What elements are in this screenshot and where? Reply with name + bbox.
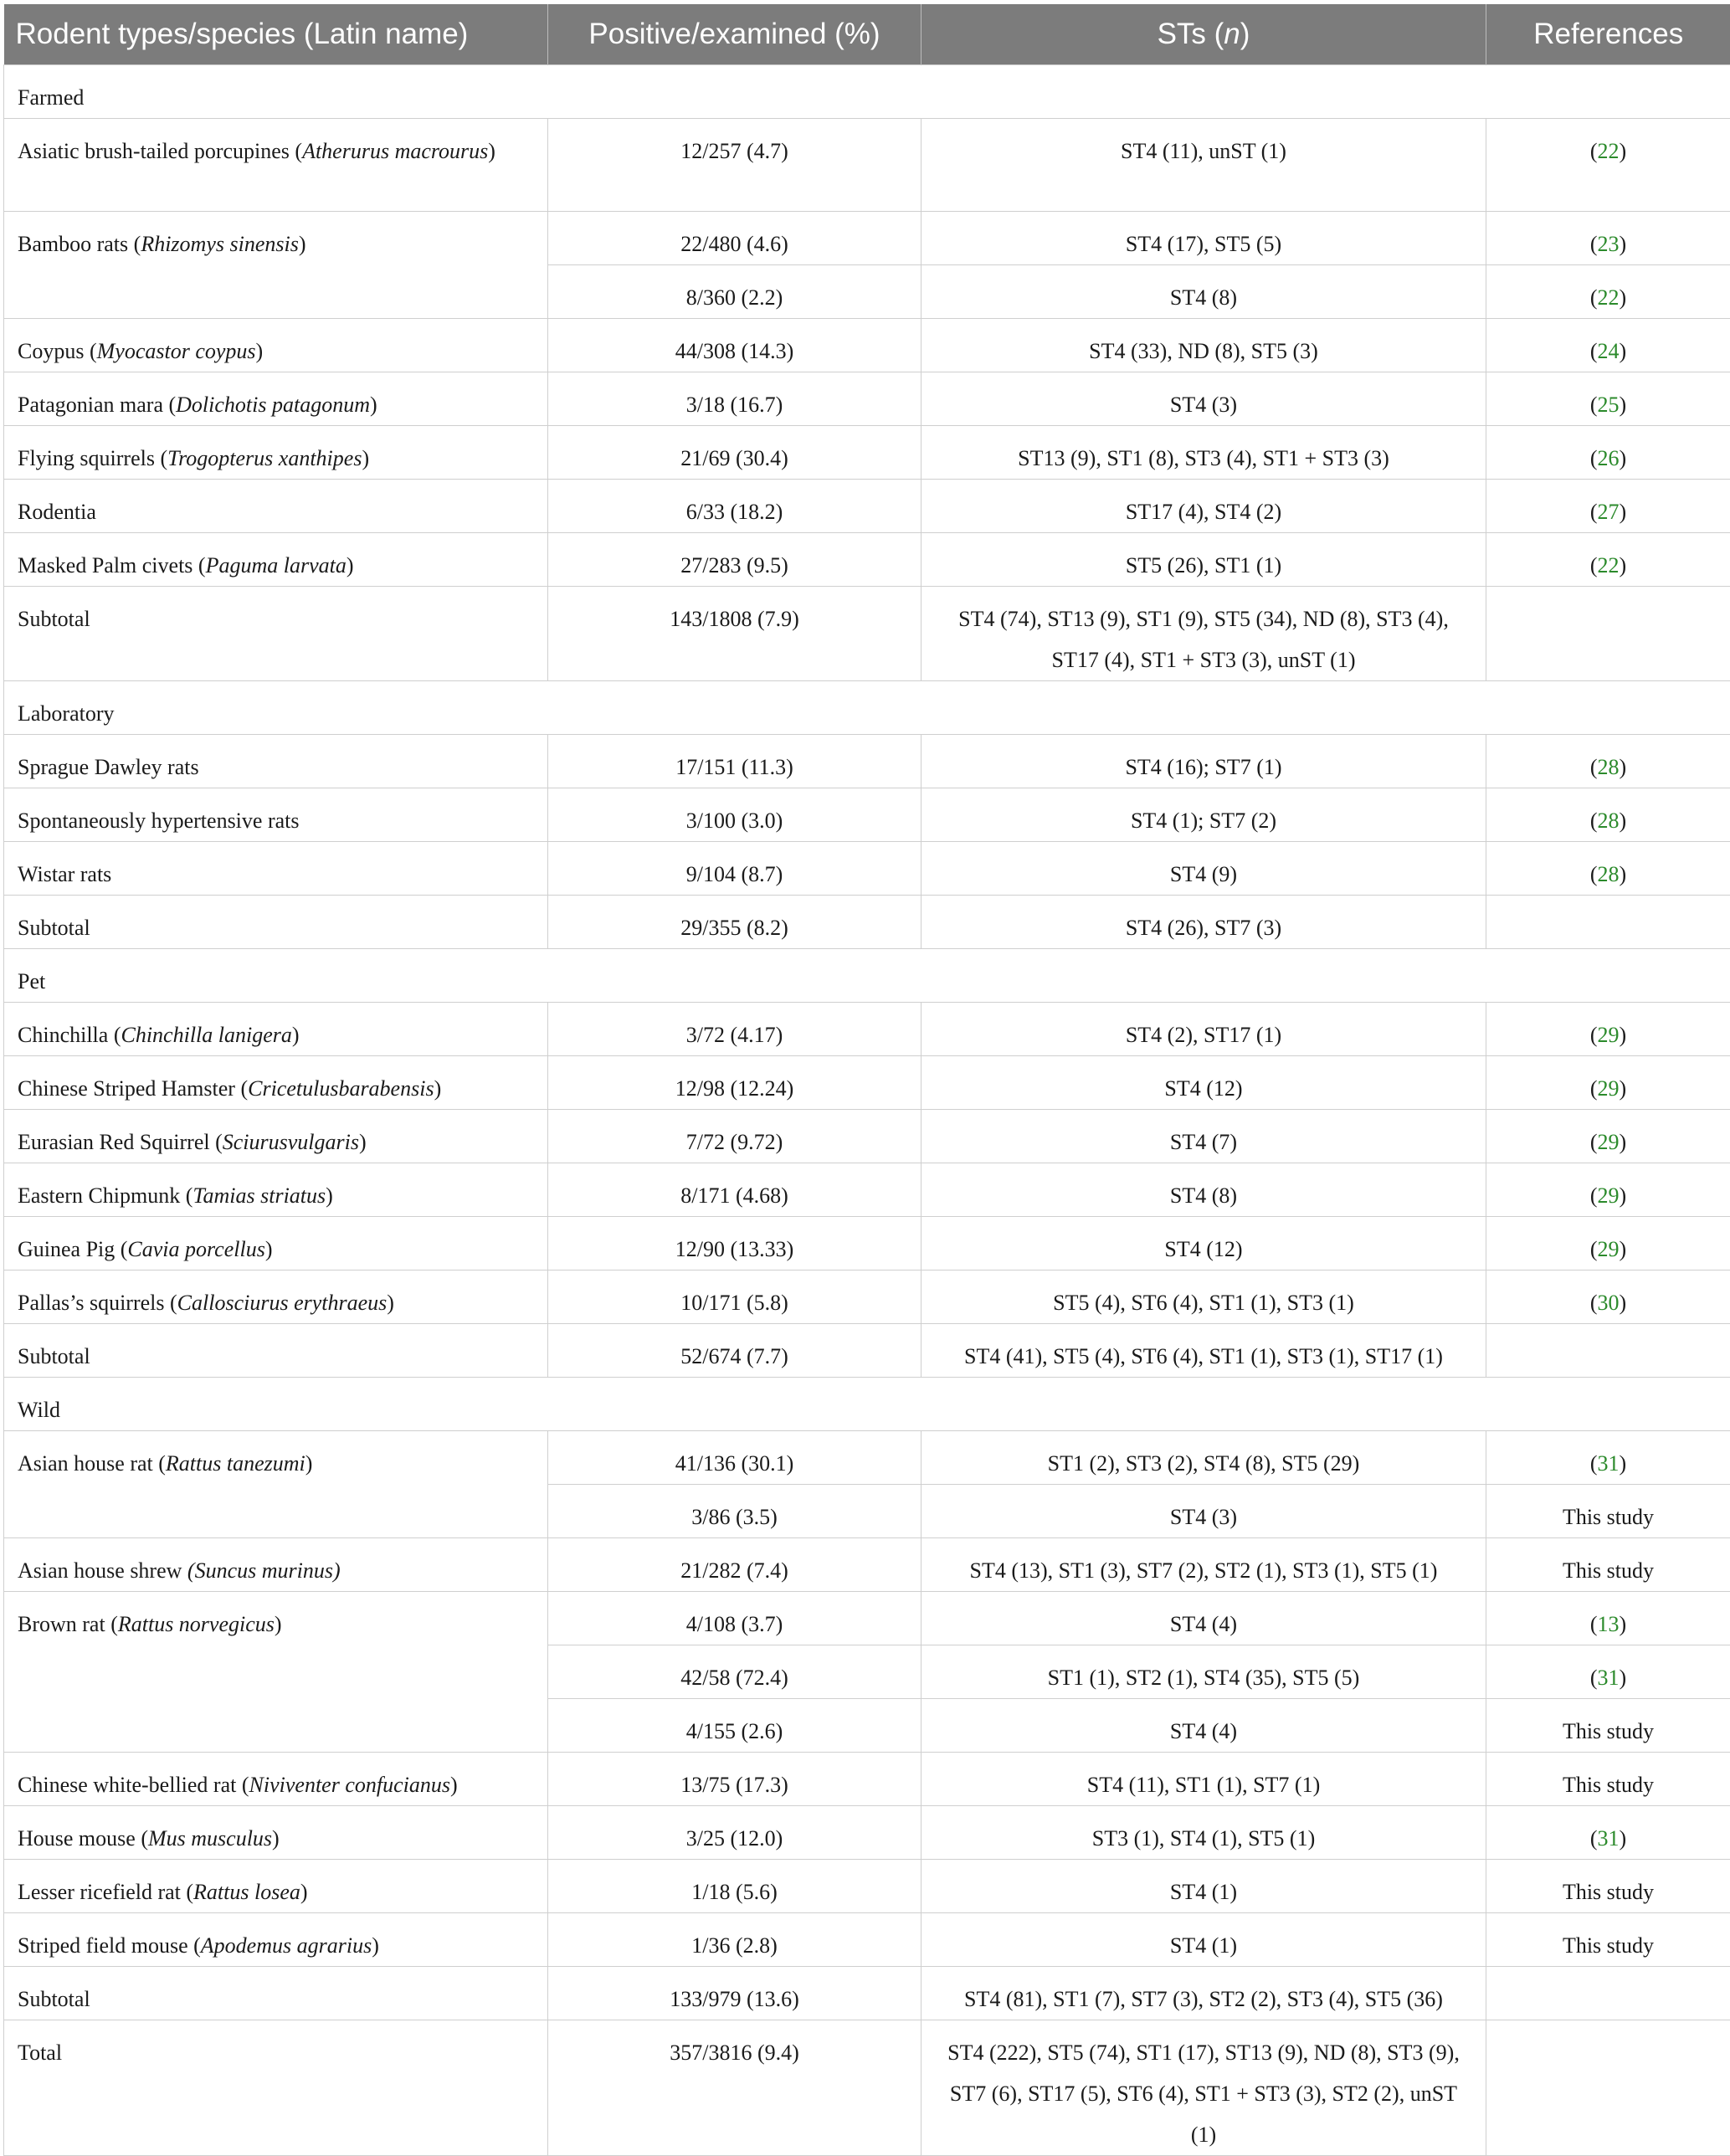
- reference-cell: (25): [1486, 372, 1730, 426]
- reference-link[interactable]: 28: [1598, 808, 1620, 833]
- sts-cell: ST4 (33), ND (8), ST5 (3): [921, 319, 1486, 372]
- subtotal-row: [4, 1967, 1730, 2020]
- species-cell: Bamboo rats (Rhizomys sinensis): [4, 212, 548, 265]
- reference-link[interactable]: 31: [1598, 1826, 1620, 1851]
- sts-cell: ST4 (16); ST7 (1): [921, 735, 1486, 788]
- reference-cell: This study: [1486, 1753, 1730, 1806]
- positive-cell: 143/1808 (7.9): [548, 587, 921, 681]
- reference-cell: (29): [1486, 1003, 1730, 1056]
- reference-cell: (28): [1486, 842, 1730, 896]
- reference-cell: This study: [1486, 1699, 1730, 1753]
- positive-cell: 357/3816 (9.4): [548, 2020, 921, 2156]
- reference-link[interactable]: 29: [1598, 1237, 1620, 1261]
- sts-cell: ST4 (3): [921, 372, 1486, 426]
- reference-cell: (31): [1486, 1431, 1730, 1485]
- table-row: [4, 1645, 1730, 1699]
- species-cell: Subtotal: [4, 1967, 548, 2020]
- species-cell: Sprague Dawley rats: [4, 735, 548, 788]
- table-row: [4, 842, 1730, 896]
- positive-cell: 1/18 (5.6): [548, 1860, 921, 1913]
- reference-cell-empty: [1486, 1324, 1730, 1378]
- reference-link[interactable]: 28: [1598, 755, 1620, 779]
- positive-cell: 7/72 (9.72): [548, 1110, 921, 1163]
- sts-cell: ST4 (4): [921, 1592, 1486, 1645]
- table-row: [4, 1699, 1730, 1753]
- sts-cell: ST13 (9), ST1 (8), ST3 (4), ST1 + ST3 (3): [921, 426, 1486, 480]
- species-cell: Coypus (Myocastor coypus): [4, 319, 548, 372]
- header-species: Rodent types/species (Latin name): [4, 4, 548, 65]
- reference-cell: (23): [1486, 212, 1730, 265]
- sts-cell: ST1 (1), ST2 (1), ST4 (35), ST5 (5): [921, 1645, 1486, 1699]
- table-row: [4, 1753, 1730, 1806]
- species-cell: Chinese white-bellied rat (Niviventer confucianus): [4, 1753, 548, 1806]
- reference-cell: (22): [1486, 265, 1730, 319]
- reference-link[interactable]: 31: [1598, 1451, 1620, 1476]
- reference-cell: (29): [1486, 1056, 1730, 1110]
- reference-cell: This study: [1486, 1538, 1730, 1592]
- positive-cell: 13/75 (17.3): [548, 1753, 921, 1806]
- positive-cell: 1/36 (2.8): [548, 1913, 921, 1967]
- positive-cell: 3/72 (4.17): [548, 1003, 921, 1056]
- reference-cell-empty: [1486, 1967, 1730, 2020]
- table-row: [4, 372, 1730, 426]
- positive-cell: 44/308 (14.3): [548, 319, 921, 372]
- reference-cell-empty: [1486, 896, 1730, 949]
- species-cell: Wistar rats: [4, 842, 548, 896]
- sts-cell: ST4 (11), ST1 (1), ST7 (1): [921, 1753, 1486, 1806]
- table-row: [4, 735, 1730, 788]
- sts-cell: ST4 (222), ST5 (74), ST1 (17), ST13 (9), ND (8), ST3 (9), ST7 (6), ST17 (5), ST6 (4), ST1 + ST3 (3), ST2 (2), unST (1): [921, 2020, 1486, 2156]
- sts-cell: ST4 (1): [921, 1860, 1486, 1913]
- table-row: [4, 426, 1730, 480]
- positive-cell: 21/282 (7.4): [548, 1538, 921, 1592]
- table-row: [4, 1806, 1730, 1860]
- species-cell: Asian house shrew (Suncus murinus): [4, 1538, 548, 1592]
- species-cell-empty: [4, 1645, 548, 1699]
- reference-link[interactable]: 23: [1598, 232, 1620, 256]
- sts-cell: ST17 (4), ST4 (2): [921, 480, 1486, 533]
- positive-cell: 6/33 (18.2): [548, 480, 921, 533]
- sts-cell: ST4 (12): [921, 1056, 1486, 1110]
- positive-cell: 10/171 (5.8): [548, 1270, 921, 1324]
- table-row: [4, 119, 1730, 212]
- sts-cell: ST5 (26), ST1 (1): [921, 533, 1486, 587]
- reference-cell: This study: [1486, 1485, 1730, 1538]
- species-cell: Total: [4, 2020, 548, 2156]
- species-cell: Eastern Chipmunk (Tamias striatus): [4, 1163, 548, 1217]
- sts-cell: ST4 (8): [921, 265, 1486, 319]
- sts-cell: ST4 (81), ST1 (7), ST7 (3), ST2 (2), ST3 (4), ST5 (36): [921, 1967, 1486, 2020]
- reference-cell: (22): [1486, 533, 1730, 587]
- sts-cell: ST4 (12): [921, 1217, 1486, 1270]
- reference-link[interactable]: 22: [1598, 553, 1620, 578]
- reference-link[interactable]: 24: [1598, 339, 1620, 363]
- positive-cell: 52/674 (7.7): [548, 1324, 921, 1378]
- section-row: [4, 681, 1730, 735]
- species-cell-empty: [4, 1485, 548, 1538]
- species-cell: Subtotal: [4, 587, 548, 681]
- reference-cell: (31): [1486, 1806, 1730, 1860]
- table-row: [4, 1163, 1730, 1217]
- sts-cell: ST3 (1), ST4 (1), ST5 (1): [921, 1806, 1486, 1860]
- header-references: References: [1486, 4, 1730, 65]
- reference-cell: (24): [1486, 319, 1730, 372]
- positive-cell: 27/283 (9.5): [548, 533, 921, 587]
- species-cell: Chinese Striped Hamster (Cricetulusbarabensis): [4, 1056, 548, 1110]
- species-cell: Eurasian Red Squirrel (Sciurusvulgaris): [4, 1110, 548, 1163]
- species-cell: Rodentia: [4, 480, 548, 533]
- positive-cell: 12/98 (12.24): [548, 1056, 921, 1110]
- subtotal-row: [4, 896, 1730, 949]
- positive-cell: 3/25 (12.0): [548, 1806, 921, 1860]
- table-row: [4, 1110, 1730, 1163]
- positive-cell: 12/257 (4.7): [548, 119, 921, 212]
- table-row: [4, 319, 1730, 372]
- sts-cell: ST4 (4): [921, 1699, 1486, 1753]
- reference-link[interactable]: 22: [1598, 285, 1620, 310]
- table-row: [4, 1431, 1730, 1485]
- sts-cell: ST5 (4), ST6 (4), ST1 (1), ST3 (1): [921, 1270, 1486, 1324]
- reference-link[interactable]: 29: [1598, 1076, 1620, 1101]
- table-row: [4, 1860, 1730, 1913]
- species-cell: Pallas’s squirrels (Callosciurus erythraeus): [4, 1270, 548, 1324]
- positive-cell: 17/151 (11.3): [548, 735, 921, 788]
- species-cell-empty: [4, 265, 548, 319]
- table-row: [4, 265, 1730, 319]
- reference-cell-empty: [1486, 587, 1730, 681]
- reference-link[interactable]: 29: [1598, 1183, 1620, 1208]
- positive-cell: 8/171 (4.68): [548, 1163, 921, 1217]
- sts-cell: ST4 (26), ST7 (3): [921, 896, 1486, 949]
- sts-cell: ST1 (2), ST3 (2), ST4 (8), ST5 (29): [921, 1431, 1486, 1485]
- section-laboratory: Laboratory: [4, 681, 1730, 735]
- reference-cell: (29): [1486, 1163, 1730, 1217]
- sts-cell: ST4 (7): [921, 1110, 1486, 1163]
- section-farmed: Farmed: [4, 65, 1730, 119]
- positive-cell: 4/155 (2.6): [548, 1699, 921, 1753]
- reference-link[interactable]: 13: [1598, 1612, 1620, 1636]
- header-positive: Positive/examined (%): [548, 4, 921, 65]
- reference-cell: (13): [1486, 1592, 1730, 1645]
- sts-cell: ST4 (2), ST17 (1): [921, 1003, 1486, 1056]
- subtotal-row: [4, 587, 1730, 681]
- sts-cell: ST4 (3): [921, 1485, 1486, 1538]
- reference-link[interactable]: 28: [1598, 862, 1620, 886]
- header-row: [4, 4, 1730, 65]
- positive-cell: 41/136 (30.1): [548, 1431, 921, 1485]
- reference-cell: (27): [1486, 480, 1730, 533]
- table-row: [4, 1217, 1730, 1270]
- sts-cell: ST4 (11), unST (1): [921, 119, 1486, 212]
- subtotal-row: [4, 1324, 1730, 1378]
- sts-cell: ST4 (13), ST1 (3), ST7 (2), ST2 (1), ST3 (1), ST5 (1): [921, 1538, 1486, 1592]
- section-row: [4, 1378, 1730, 1431]
- reference-cell-empty: [1486, 2020, 1730, 2156]
- species-cell: Spontaneously hypertensive rats: [4, 788, 548, 842]
- sts-cell: ST4 (1); ST7 (2): [921, 788, 1486, 842]
- reference-link[interactable]: 26: [1598, 446, 1620, 470]
- reference-cell: (29): [1486, 1110, 1730, 1163]
- positive-cell: 3/86 (3.5): [548, 1485, 921, 1538]
- positive-cell: 3/18 (16.7): [548, 372, 921, 426]
- positive-cell: 22/480 (4.6): [548, 212, 921, 265]
- species-cell: House mouse (Mus musculus): [4, 1806, 548, 1860]
- table-row: [4, 788, 1730, 842]
- reference-link[interactable]: 22: [1598, 139, 1620, 163]
- table-row: [4, 480, 1730, 533]
- sts-cell: ST4 (17), ST5 (5): [921, 212, 1486, 265]
- sts-cell: ST4 (1): [921, 1913, 1486, 1967]
- section-row: [4, 949, 1730, 1003]
- reference-link[interactable]: 29: [1598, 1130, 1620, 1154]
- positive-cell: 9/104 (8.7): [548, 842, 921, 896]
- reference-link[interactable]: 25: [1598, 393, 1620, 417]
- reference-link[interactable]: 30: [1598, 1291, 1620, 1315]
- species-cell: Flying squirrels (Trogopterus xanthipes): [4, 426, 548, 480]
- species-cell: Masked Palm civets (Paguma larvata): [4, 533, 548, 587]
- sts-cell: ST4 (9): [921, 842, 1486, 896]
- species-cell: Asian house rat (Rattus tanezumi): [4, 1431, 548, 1485]
- reference-cell: This study: [1486, 1860, 1730, 1913]
- table-row: [4, 212, 1730, 265]
- sts-cell: ST4 (41), ST5 (4), ST6 (4), ST1 (1), ST3 (1), ST17 (1): [921, 1324, 1486, 1378]
- table-row: [4, 1538, 1730, 1592]
- total-row: [4, 2020, 1730, 2156]
- table-row: [4, 1913, 1730, 1967]
- species-cell: Striped field mouse (Apodemus agrarius): [4, 1913, 548, 1967]
- positive-cell: 21/69 (30.4): [548, 426, 921, 480]
- positive-cell: 29/355 (8.2): [548, 896, 921, 949]
- positive-cell: 133/979 (13.6): [548, 1967, 921, 2020]
- section-row: [4, 65, 1730, 119]
- reference-link[interactable]: 29: [1598, 1023, 1620, 1047]
- species-cell: Guinea Pig (Cavia porcellus): [4, 1217, 548, 1270]
- species-cell: Brown rat (Rattus norvegicus): [4, 1592, 548, 1645]
- species-cell-empty: [4, 1699, 548, 1753]
- positive-cell: 8/360 (2.2): [548, 265, 921, 319]
- section-pet: Pet: [4, 949, 1730, 1003]
- reference-cell: (28): [1486, 788, 1730, 842]
- species-cell: Chinchilla (Chinchilla lanigera): [4, 1003, 548, 1056]
- species-cell: Lesser ricefield rat (Rattus losea): [4, 1860, 548, 1913]
- positive-cell: 4/108 (3.7): [548, 1592, 921, 1645]
- rodent-subtypes-table: [3, 4, 1730, 2156]
- table-row: [4, 533, 1730, 587]
- reference-cell: This study: [1486, 1913, 1730, 1967]
- reference-link[interactable]: 27: [1598, 500, 1620, 524]
- reference-link[interactable]: 31: [1598, 1666, 1620, 1690]
- species-cell: Patagonian mara (Dolichotis patagonum): [4, 372, 548, 426]
- reference-cell: (30): [1486, 1270, 1730, 1324]
- species-cell: Subtotal: [4, 896, 548, 949]
- reference-cell: (31): [1486, 1645, 1730, 1699]
- table-row: [4, 1485, 1730, 1538]
- species-cell: Asiatic brush-tailed porcupines (Atherurus macrourus): [4, 119, 548, 212]
- positive-cell: 12/90 (13.33): [548, 1217, 921, 1270]
- reference-cell: (26): [1486, 426, 1730, 480]
- reference-cell: (22): [1486, 119, 1730, 212]
- header-sts: STs (n): [921, 4, 1486, 65]
- sts-cell: ST4 (74), ST13 (9), ST1 (9), ST5 (34), ND (8), ST3 (4), ST17 (4), ST1 + ST3 (3), unST (1): [921, 587, 1486, 681]
- reference-cell: (28): [1486, 735, 1730, 788]
- positive-cell: 42/58 (72.4): [548, 1645, 921, 1699]
- reference-cell: (29): [1486, 1217, 1730, 1270]
- table-row: [4, 1270, 1730, 1324]
- species-cell: Subtotal: [4, 1324, 548, 1378]
- table-row: [4, 1056, 1730, 1110]
- table-row: [4, 1003, 1730, 1056]
- section-wild: Wild: [4, 1378, 1730, 1431]
- sts-cell: ST4 (8): [921, 1163, 1486, 1217]
- table-row: [4, 1592, 1730, 1645]
- positive-cell: 3/100 (3.0): [548, 788, 921, 842]
